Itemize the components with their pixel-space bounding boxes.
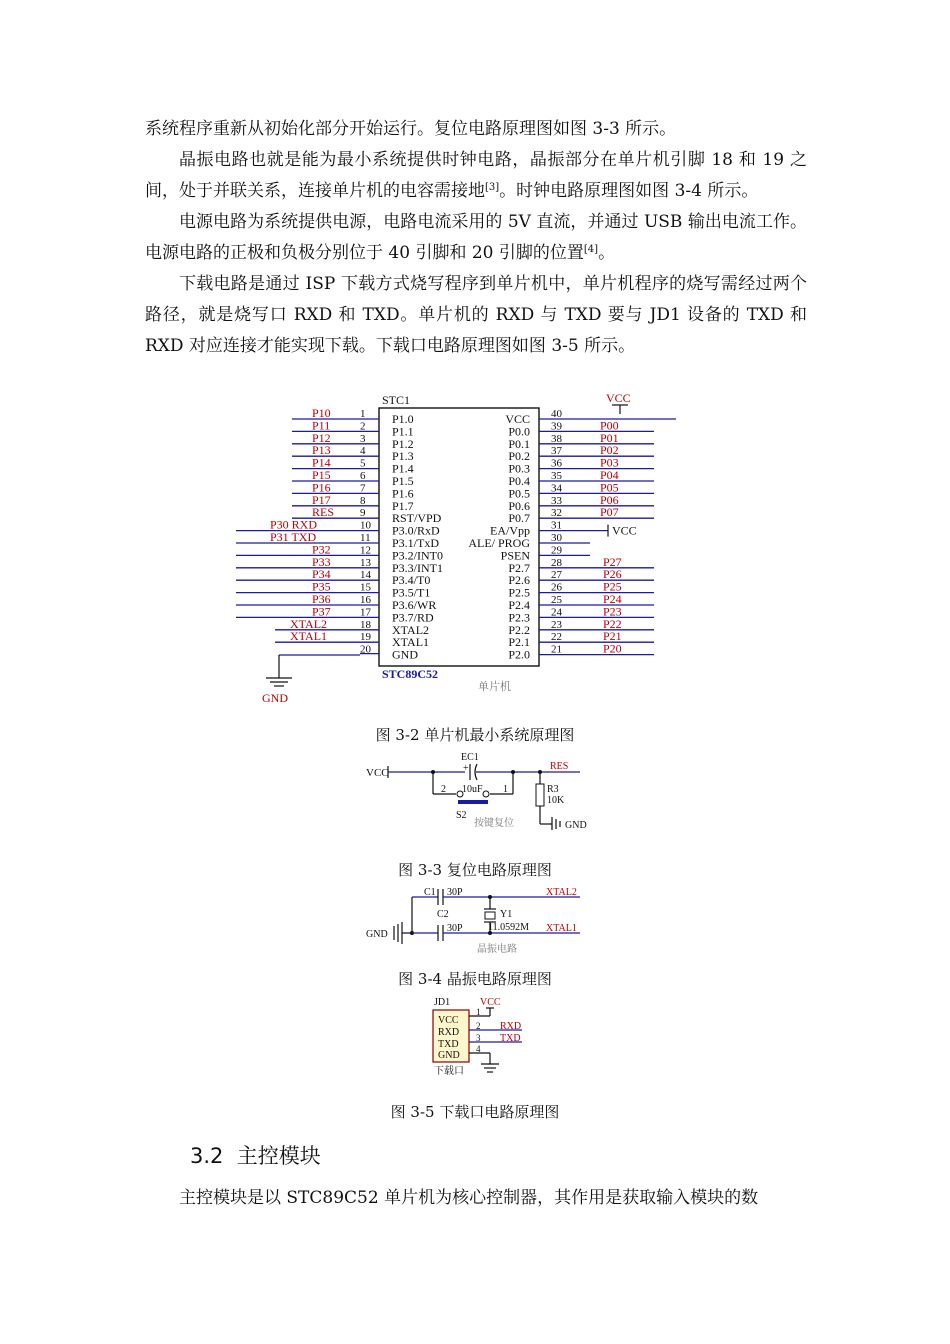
right-pin-name: P0.1 [508, 436, 530, 451]
sw-pin2: 2 [441, 784, 446, 795]
left-pin-number: 1 [360, 408, 366, 420]
right-net-label: P27 [603, 554, 622, 569]
left-net-label: P33 [312, 554, 331, 569]
right-pin-number: 29 [551, 544, 562, 557]
left-pin-name: P3.7/RD [392, 610, 434, 625]
right-pin-number: 30 [551, 532, 562, 544]
left-net-label: P16 [312, 480, 331, 495]
left-net-label: P35 [312, 579, 331, 594]
right-pin-name: P2.2 [508, 622, 530, 637]
xtal2-net: XTAL2 [546, 887, 577, 898]
left-pin-number: 9 [360, 507, 366, 520]
jd1-num-1: 1 [476, 1007, 481, 1017]
right-pin-name: VCC [505, 412, 530, 426]
left-pin-number: 8 [360, 494, 366, 507]
left-pin-number: 18 [360, 618, 371, 631]
paragraph-5: 主控模块是以 STC89C52 单片机为核心控制器，其作用是获取输入模块的数 [179, 1188, 759, 1208]
left-pin-number: 2 [360, 420, 366, 433]
left-pin-number: 11 [360, 532, 371, 544]
right-pin-number: 33 [551, 494, 562, 507]
caption-fig-3-4: 图 3-4 晶振电路原理图 [398, 970, 552, 988]
y1-freq: 11.0592M [488, 922, 530, 933]
right-pin-number: 37 [551, 445, 562, 458]
left-net-label: P10 [312, 406, 331, 420]
jd1-num-2: 2 [476, 1021, 481, 1031]
left-pin-number: 12 [360, 544, 371, 557]
ec1-plus: + [463, 763, 469, 774]
left-net-label: XTAL1 [290, 629, 328, 644]
crystal-sub: 晶振电路 [477, 944, 517, 954]
left-pin-name: P1.5 [392, 474, 414, 488]
right-pin-name: P0.5 [508, 486, 530, 501]
left-net-label: P36 [312, 592, 331, 606]
right-pin-number: 24 [551, 606, 562, 619]
left-pin-name: P3.6/WR [392, 598, 437, 612]
left-pin-name: P1.1 [392, 424, 414, 439]
right-pin-name: EA/Vpp [490, 523, 530, 538]
paragraph-1: 系统程序重新从初始化部分开始运行。复位电路原理图如图 3-3 所示。 [145, 119, 677, 139]
citation-4: [4] [583, 244, 599, 255]
r3-label: R3 [547, 784, 559, 795]
right-net-label: P23 [603, 604, 622, 619]
right-pin-number: 21 [551, 643, 562, 656]
left-pin-number: 16 [360, 594, 371, 606]
left-pin-number: 19 [360, 631, 371, 644]
chip-sub: 单片机 [478, 681, 511, 693]
paragraph-4: 下载电路是通过 ISP 下载方式烧写程序到单片机中，单片机程序的烧写需经过两个路径，就是烧写口 RXD 和 TXD。单片机的 RXD 与 TXD 要与 JD1 设备的 TXD 和 RXD 对应连接才能实现下载。下载口电路原理图如图 3-5 所示。 [145, 274, 807, 356]
left-pin-name: P3.2/INT0 [392, 548, 443, 563]
r3-body [536, 784, 544, 806]
right-pin-number: 22 [551, 631, 562, 644]
right-pin-number: 38 [551, 432, 562, 445]
left-pin-name: RST/VPD [392, 511, 442, 526]
right-net-label: P22 [603, 616, 622, 631]
y1-body [485, 912, 495, 919]
right-pin-name: P2.7 [508, 560, 530, 575]
left-net-label: P31 TXD [270, 530, 317, 544]
left-net-label: P37 [312, 604, 331, 619]
right-pin-name: ALE/ PROG [468, 536, 530, 550]
caption-fig-3-2: 图 3-2 单片机最小系统原理图 [375, 726, 575, 744]
ec1-value: 10uF [462, 784, 483, 795]
right-pin-number: 39 [551, 420, 562, 433]
left-pin-name: P3.1/TxD [392, 536, 440, 550]
left-net-label: P30 RXD [270, 517, 318, 532]
left-pin-name: P3.0/RxD [392, 523, 440, 538]
left-pin-number: 3 [360, 432, 366, 445]
left-pin-name: P3.5/T1 [392, 585, 431, 600]
left-pin-number: 14 [360, 569, 371, 582]
right-pin-name: P2.0 [508, 647, 530, 662]
c1-label: C1 [424, 887, 436, 898]
ec1-label: EC1 [461, 752, 479, 763]
right-net-label: P25 [603, 579, 622, 594]
left-pin-number: 4 [360, 445, 366, 458]
left-net-label: P34 [312, 567, 331, 582]
left-net-label: XTAL2 [290, 616, 328, 631]
jd1-label: JD1 [434, 997, 451, 1008]
c2-value: 30P [447, 923, 463, 934]
citation-3: [3] [485, 182, 500, 193]
gnd-label: GND [262, 691, 288, 705]
right-pin-name: P2.5 [508, 585, 530, 600]
left-net-label: P32 [312, 542, 331, 557]
sw-contact-r [483, 791, 489, 797]
jd1-pin-txd: TXD [438, 1039, 459, 1050]
right-pin-number: 25 [551, 594, 562, 606]
right-pin-number: 23 [551, 618, 562, 631]
jd1-sub: 下载口 [434, 1066, 464, 1077]
left-pin-name: XTAL2 [392, 622, 430, 637]
section-title: 主控模块 [236, 1144, 321, 1168]
right-net-label: P06 [600, 492, 619, 507]
body-text-top [145, 114, 807, 362]
chip-ref: STC1 [382, 393, 411, 407]
vcc-top: VCC [606, 392, 631, 405]
right-pin-name: P2.4 [508, 598, 530, 612]
jd1-vcc: VCC [480, 997, 501, 1008]
y1-label: Y1 [500, 909, 513, 920]
right-net-label: P24 [603, 592, 622, 606]
right-pin-name: PSEN [500, 548, 530, 563]
left-pin-name: P3.4/T0 [392, 573, 431, 588]
left-pin-name: P1.0 [392, 412, 414, 426]
right-pin-name: P2.1 [508, 635, 530, 650]
mcu-schematic [0, 392, 950, 712]
left-net-label: P17 [312, 492, 331, 507]
right-pin-name: P0.2 [508, 449, 530, 464]
left-net-label: P11 [312, 418, 331, 433]
reset-vcc-label: VCC [366, 767, 389, 779]
sw-pin1: 1 [503, 784, 508, 795]
left-pin-name: P1.7 [392, 498, 414, 513]
right-pin-name: P2.3 [508, 610, 530, 625]
right-pin-number: 31 [551, 519, 562, 532]
xtal1-net: XTAL1 [546, 923, 577, 934]
right-pin-number: 40 [551, 408, 562, 420]
right-net-label: P02 [600, 443, 619, 458]
body-text-bottom [145, 1183, 807, 1214]
right-pin-name: P0.4 [508, 474, 530, 488]
chip-part: STC89C52 [382, 667, 439, 681]
section-heading [190, 1140, 321, 1170]
right-pin-number: 32 [551, 507, 562, 520]
left-pin-number: 5 [360, 457, 366, 470]
mcu-pins [236, 406, 676, 662]
left-net-label: P13 [312, 443, 331, 458]
paragraph-3: 电源电路为系统提供电源，电路电流采用的 5V 直流，并通过 USB 输出电流工作。电源电路的正极和负极分别位于 40 引脚和 20 引脚的位置[4]。 [145, 212, 807, 263]
jd1-pin-gnd: GND [438, 1050, 460, 1061]
paragraph-2: 晶振电路也就是能为最小系统提供时钟电路，晶振部分在单片机引脚 18 和 19 之间，处于并联关系，连接单片机的电容需接地[3]。时钟电路原理图如图 3-4 所示。 [145, 150, 807, 201]
left-pin-name: P1.4 [392, 461, 414, 476]
s2-label: S2 [456, 810, 467, 821]
left-pin-name: XTAL1 [392, 635, 430, 650]
right-pin-name: P0.0 [508, 424, 530, 439]
left-pin-name: P1.2 [392, 436, 414, 451]
left-pin-number: 13 [360, 556, 371, 569]
section-number: 3.2 [190, 1144, 224, 1168]
reset-schematic [0, 750, 950, 830]
left-net-label: RES [312, 505, 335, 520]
xtal-gnd-label: GND [366, 929, 388, 940]
caption-fig-3-5: 图 3-5 下载口电路原理图 [390, 1103, 560, 1121]
caption-fig-3-3: 图 3-3 复位电路原理图 [398, 861, 552, 879]
right-pin-name: P2.6 [508, 573, 530, 588]
right-pin-name: P0.6 [508, 498, 530, 513]
jd1-pin-rxd: RXD [438, 1027, 460, 1038]
left-pin-number: 6 [360, 470, 366, 482]
reset-sub: 按键复位 [474, 818, 514, 829]
right-net-label: P26 [603, 567, 622, 582]
jd1-net-rxd: RXD [500, 1021, 522, 1032]
left-pin-name: P1.3 [392, 449, 414, 464]
jd1-num-3: 3 [476, 1033, 481, 1043]
right-net-label: P00 [600, 418, 619, 433]
sw-actuator [458, 800, 488, 804]
left-pin-name: GND [392, 647, 418, 662]
right-net-label: P03 [600, 455, 619, 470]
download-schematic [0, 994, 950, 1079]
left-pin-number: 20 [360, 643, 371, 656]
right-net-label: VCC [612, 523, 637, 538]
left-pin-number: 15 [360, 581, 371, 594]
c1-value: 30P [447, 887, 463, 898]
crystal-schematic [0, 884, 950, 954]
jd1-num-4: 4 [476, 1044, 481, 1054]
left-pin-name: P3.3/INT1 [392, 560, 443, 575]
right-pin-number: 34 [551, 482, 562, 495]
right-pin-name: P0.3 [508, 461, 530, 476]
reset-gnd-label: GND [565, 820, 587, 830]
left-net-label: P14 [312, 455, 331, 470]
c2-label: C2 [437, 909, 449, 920]
res-net: RES [550, 761, 569, 772]
left-pin-number: 7 [360, 482, 366, 495]
right-pin-number: 28 [551, 556, 562, 569]
right-net-label: P05 [600, 480, 619, 495]
left-pin-number: 10 [360, 519, 371, 532]
left-pin-number: 17 [360, 606, 371, 619]
y1-node-top [488, 895, 492, 899]
jd1-net-txd: TXD [500, 1033, 521, 1044]
r3-value: 10K [547, 795, 565, 806]
right-net-label: P21 [603, 629, 622, 644]
jd1-pin-vcc: VCC [438, 1015, 459, 1026]
right-net-label: P07 [600, 505, 619, 520]
right-net-label: P20 [603, 641, 622, 656]
right-pin-name: P0.7 [508, 511, 530, 526]
right-pin-number: 26 [551, 581, 562, 594]
left-pin-name: P1.6 [392, 486, 414, 501]
left-net-label: P15 [312, 468, 331, 482]
right-net-label: P01 [600, 430, 619, 445]
right-pin-number: 27 [551, 569, 562, 582]
left-net-label: P12 [312, 430, 331, 445]
right-net-label: P04 [600, 468, 619, 482]
right-pin-number: 35 [551, 470, 562, 482]
right-pin-number: 36 [551, 457, 562, 470]
